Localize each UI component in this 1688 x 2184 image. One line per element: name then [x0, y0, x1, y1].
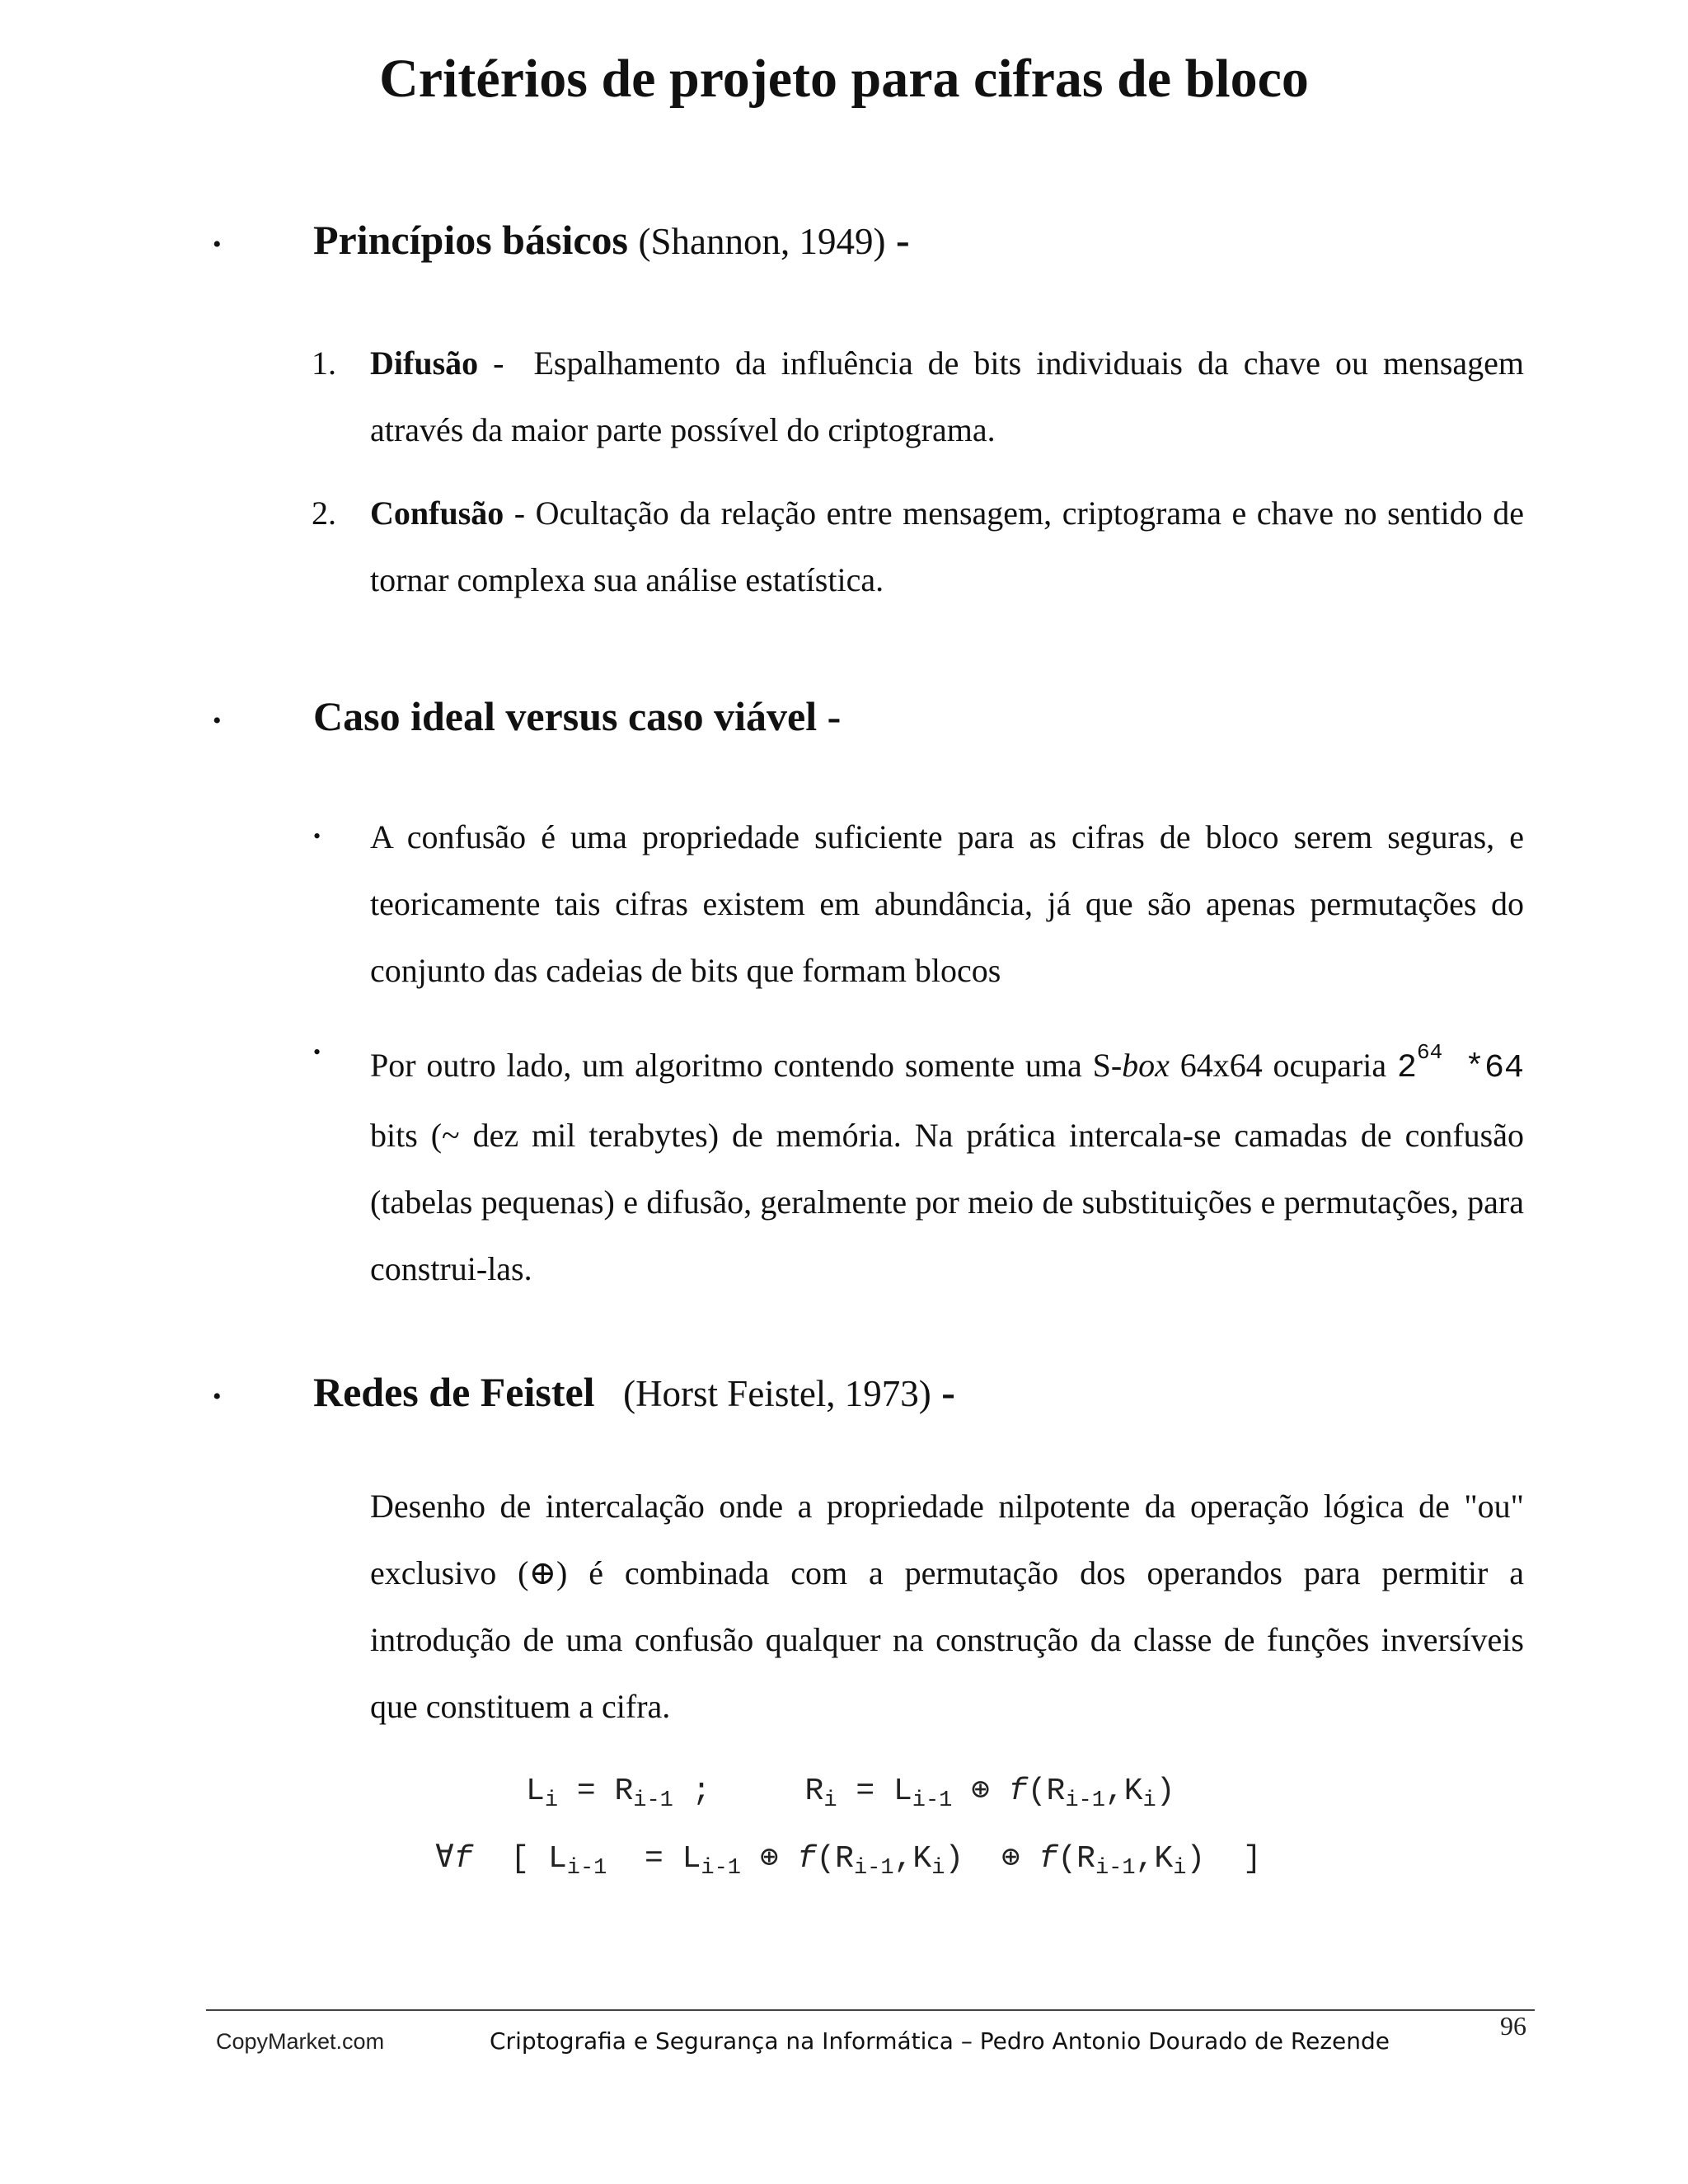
term-separator: - [478, 344, 534, 382]
forall-symbol: ∀ [435, 1841, 454, 1877]
sub-bullet-2: • [313, 1040, 321, 1064]
eq-paren: ( [816, 1841, 836, 1877]
eq-paren: ( [1057, 1841, 1077, 1877]
item-difusao [370, 330, 1524, 463]
eq-equals: = [837, 1774, 893, 1809]
eq-equals: = [558, 1774, 615, 1809]
list-number-1: 1. [312, 344, 336, 382]
text-part: 64x64 ocuparia [1169, 1047, 1397, 1084]
eq-bracket: [ [510, 1841, 530, 1877]
eq-comma: , [1135, 1841, 1155, 1877]
text-confusao: Ocultação da relação entre mensagem, criptograma e chave no sentido de tornar complexa sua análise estatística. [370, 494, 1524, 598]
eq-function-f: f [1039, 1841, 1058, 1877]
feistel-description: Desenho de intercalação onde a propriedade nilpotente da operação lógica de "ou" exclusivo (⊕) é combinada com a permutação dos operandos para permitir a introdução de uma confusão qualquer na construção da classe de funções inversíveis que constituem a cifra. [370, 1488, 1524, 1725]
eq-comma: , [893, 1841, 913, 1877]
section-heading-caso [313, 692, 841, 740]
citation-feistel: (Horst Feistel, 1973) [623, 1373, 931, 1414]
bullet-section-caso: • [213, 707, 222, 734]
eq-sub: i [823, 1788, 837, 1813]
page-title: Critérios de projeto para cifras de bloco [379, 49, 1309, 109]
sub-bullet-1: • [313, 824, 321, 848]
citation-shannon: (Shannon, 1949) [638, 221, 886, 262]
eq-sub: i [1142, 1788, 1156, 1813]
list-number-2: 2. [312, 494, 336, 532]
eq-sub: i-1 [853, 1856, 894, 1881]
term-separator: - [504, 494, 536, 532]
term-confusao: Confusão [370, 494, 504, 532]
eq-sub: i-1 [912, 1788, 953, 1813]
eq-sub: i [544, 1788, 559, 1813]
eq-R: R [614, 1774, 634, 1809]
eq-R: R [1076, 1841, 1095, 1877]
eq-L: L [893, 1774, 912, 1809]
eq-paren: ( [1027, 1774, 1047, 1809]
power-multiplier: *64 [1442, 1050, 1524, 1087]
eq-paren: ) [945, 1841, 964, 1877]
eq-K: K [1154, 1841, 1174, 1877]
heading-dash: - [941, 1369, 955, 1415]
heading-caso: Caso ideal versus caso viável - [313, 693, 842, 739]
text-difusao: Espalhamento da influência de bits individuais da chave ou mensagem através da maior parte possível do criptograma. [370, 344, 1524, 448]
text-box-italic: box [1122, 1047, 1170, 1084]
bullet-section-principios: • [213, 231, 222, 258]
page-number: 96 [1500, 2011, 1526, 2041]
eq-sub: i-1 [1095, 1856, 1136, 1881]
bullet-section-feistel: • [213, 1383, 222, 1410]
eq-R: R [1046, 1774, 1066, 1809]
footer-book-title: Criptografia e Segurança na Informática – Pedro Antonio Dourado de Rezende [490, 2027, 1390, 2055]
eq-sub: i-1 [566, 1856, 607, 1881]
eq-R: R [804, 1774, 824, 1809]
eq-sub: i [1173, 1856, 1187, 1881]
item-confusao [370, 480, 1524, 613]
eq-function-f: f [453, 1841, 473, 1877]
eq-sub: i [931, 1856, 945, 1881]
power-exponent: 64 [1416, 1040, 1443, 1065]
equation-feistel-round [526, 1770, 1175, 1813]
eq-K: K [1123, 1774, 1143, 1809]
xor-symbol: ⊕ [1001, 1841, 1020, 1877]
eq-semicolon: ; [673, 1774, 711, 1809]
section-heading-feistel [313, 1368, 955, 1416]
eq-L: L [682, 1841, 701, 1877]
eq-L: L [526, 1774, 545, 1809]
eq-K: K [912, 1841, 932, 1877]
xor-symbol: ⊕ [759, 1841, 779, 1877]
eq-paren: ) [1186, 1841, 1206, 1877]
heading-principios: Princípios básicos [313, 217, 628, 263]
footer-divider [206, 2009, 1535, 2011]
eq-comma: , [1104, 1774, 1124, 1809]
section-heading-principios [313, 216, 910, 264]
eq-L: L [547, 1841, 567, 1877]
eq-bracket: ] [1242, 1841, 1262, 1877]
footer-site: CopyMarket.com [216, 2029, 385, 2054]
item-sbox-memoria [370, 1019, 1524, 1302]
eq-function-f: f [797, 1841, 817, 1877]
item-confusao-suficiente: A confusão é uma propriedade suficiente para as cifras de bloco serem seguras, e teoricamente tais cifras existem em abundância, já que são apenas permutações do conjunto das cadeias de bits que formam blocos [370, 818, 1524, 989]
text-part: bits (~ dez mil terabytes) de memória. Na prática intercala-se camadas de confusão (tabelas pequenas) e difusão, geralmente por meio de substituições e permutações, para construi-las. [370, 1117, 1524, 1287]
term-difusao: Difusão [370, 344, 479, 382]
eq-sub: i-1 [633, 1788, 673, 1813]
eq-R: R [835, 1841, 854, 1877]
eq-function-f: f [1008, 1774, 1028, 1809]
power-base: 2 [1396, 1050, 1417, 1087]
xor-symbol: ⊕ [971, 1774, 991, 1809]
equation-nilpotent [435, 1838, 1262, 1881]
eq-sub: i-1 [1065, 1788, 1105, 1813]
power-expression [1396, 1040, 1524, 1087]
eq-equals: = [626, 1841, 682, 1877]
heading-feistel: Redes de Feistel [313, 1369, 595, 1415]
heading-dash: - [895, 217, 910, 263]
eq-paren: ) [1156, 1774, 1175, 1809]
text-part: Por outro lado, um algoritmo contendo somente uma S- [370, 1047, 1123, 1084]
eq-sub: i-1 [701, 1856, 742, 1881]
